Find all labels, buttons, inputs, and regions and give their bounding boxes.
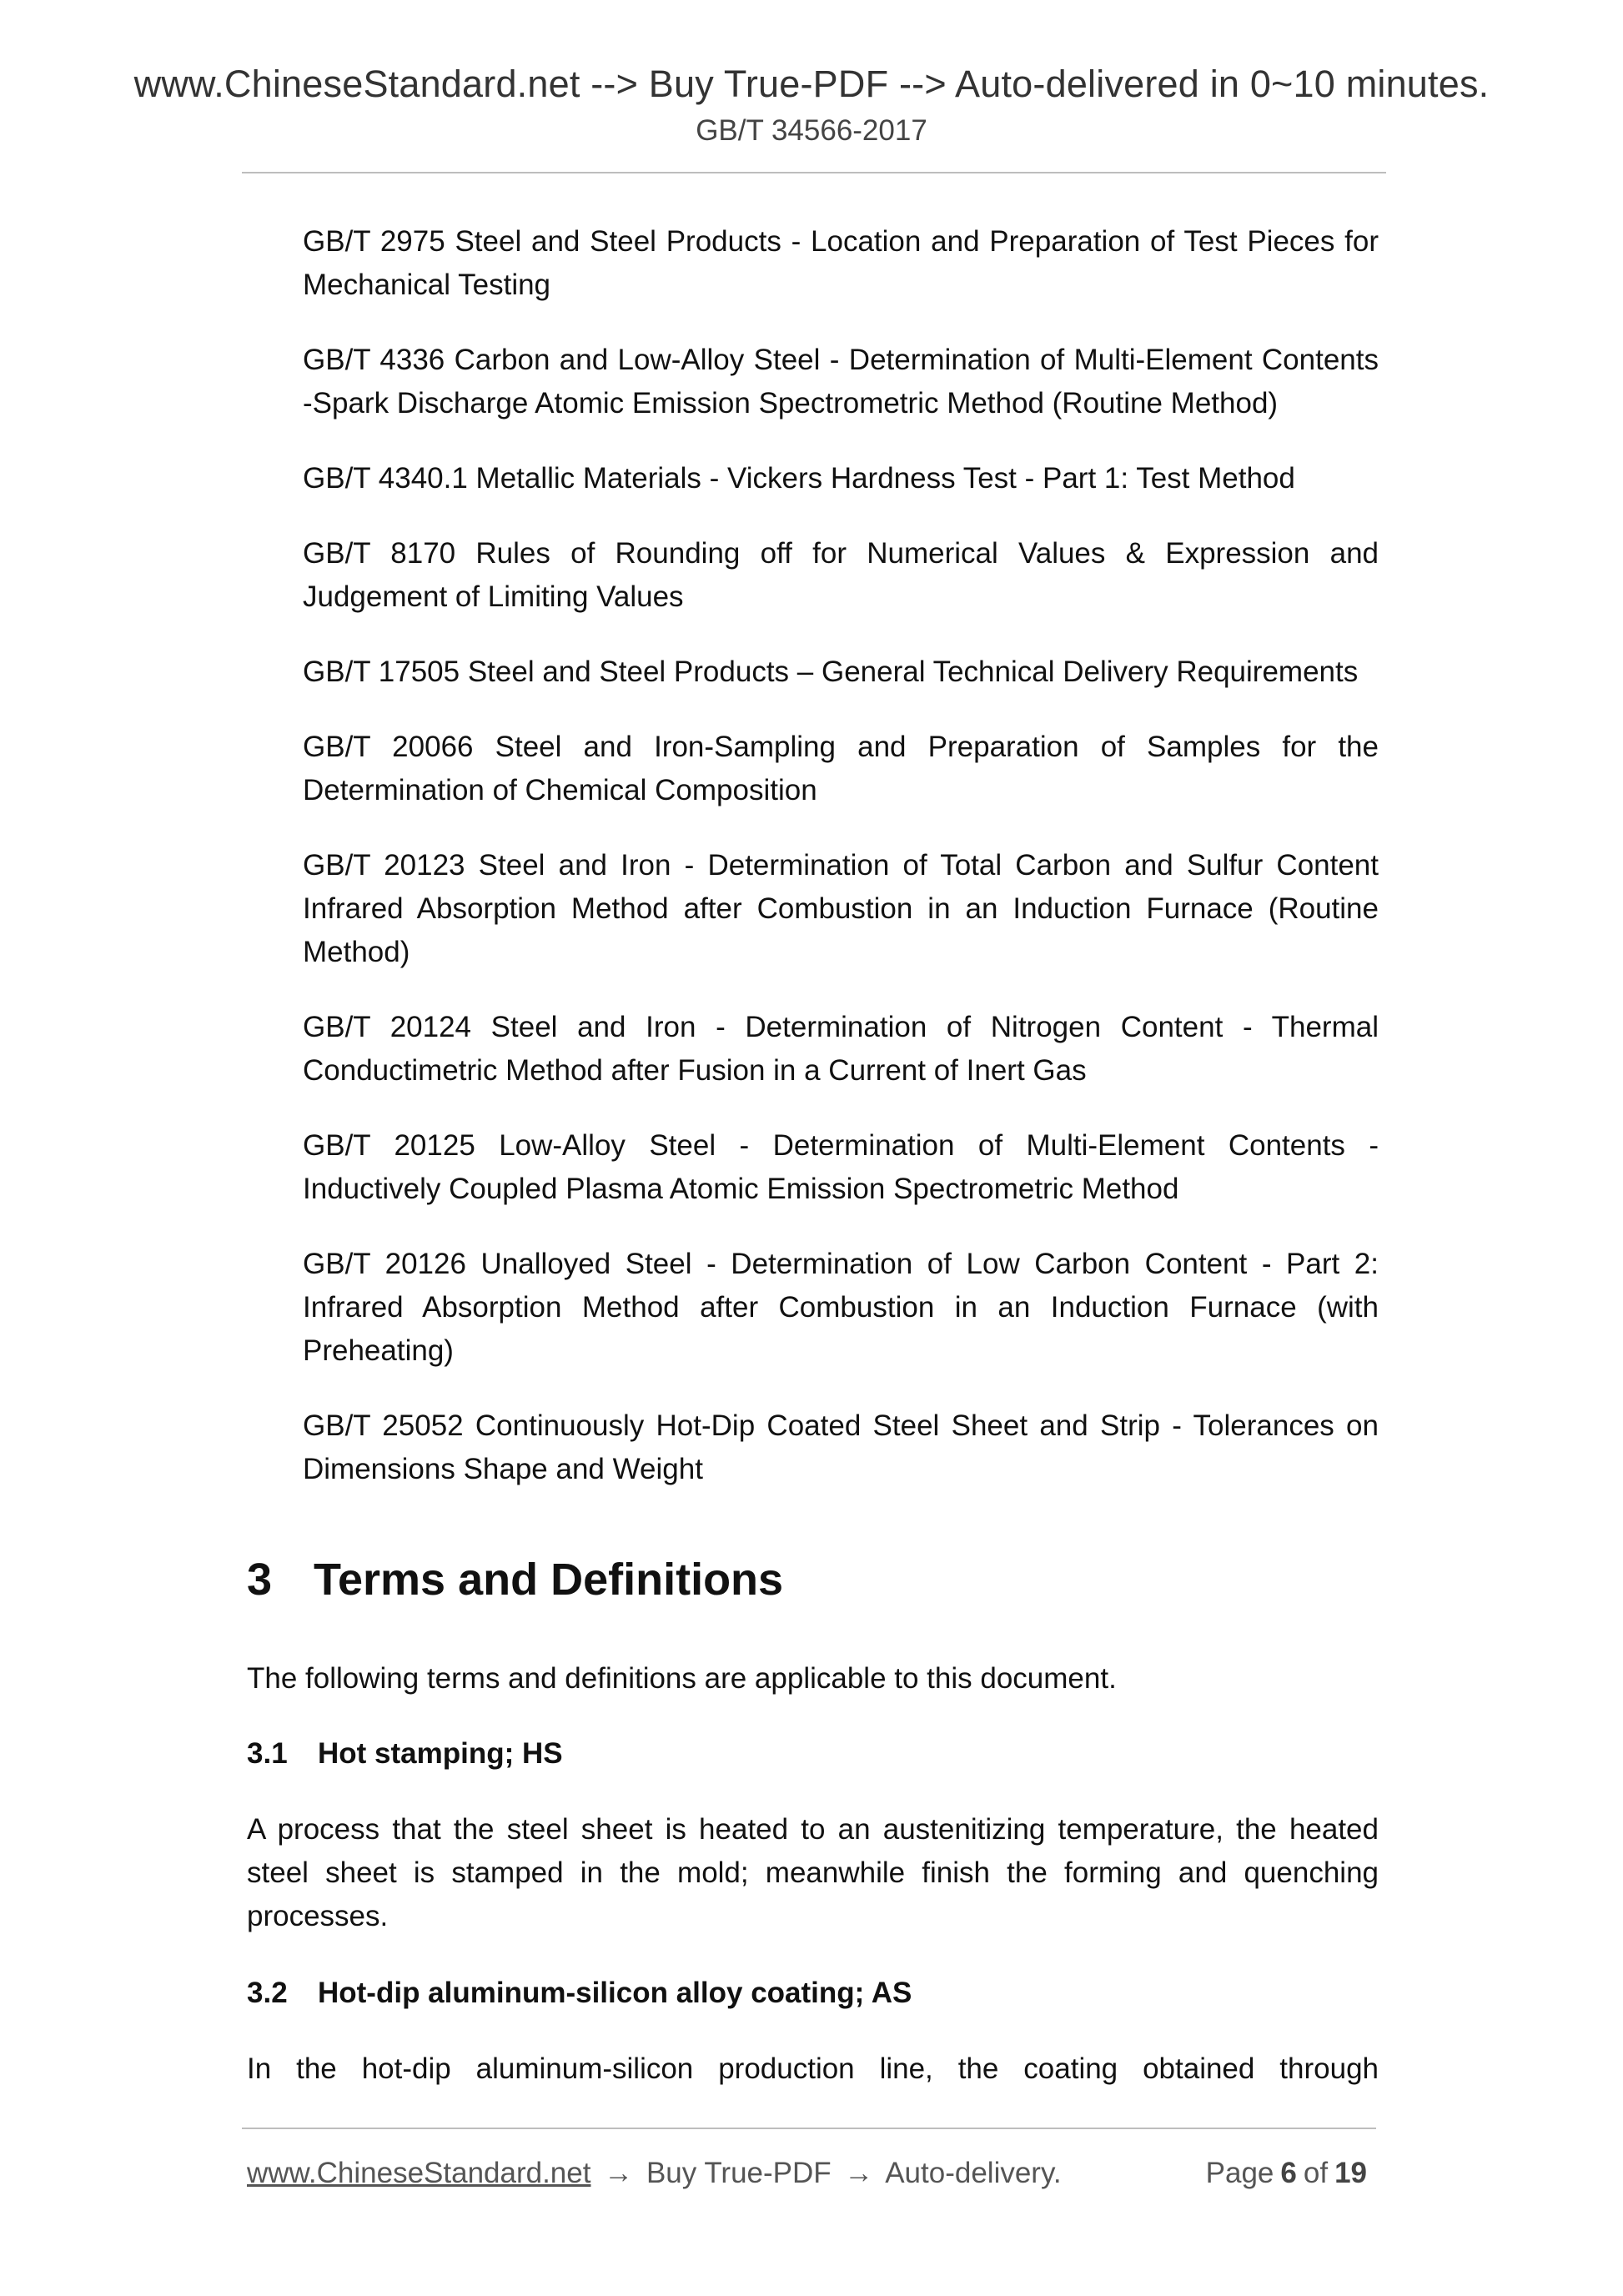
footer-promo [247, 2150, 1062, 2197]
website-link[interactable]: www.ChineseStandard.net [247, 2157, 591, 2189]
normative-references-list [303, 220, 1379, 1523]
buy-text: Buy True-PDF [646, 2157, 832, 2189]
section-number: 3 [247, 1555, 273, 1605]
reference-item: GB/T 8170 Rules of Rounding off for Numerical Values & Expression and Judgement of Limiting Values [303, 537, 1379, 613]
reference-item: GB/T 2975 Steel and Steel Products - Location and Preparation of Test Pieces for Mechanical Testing [303, 225, 1379, 301]
section-heading [247, 1553, 783, 1606]
reference-item: GB/T 20066 Steel and Iron-Sampling and Preparation of Samples for the Determination of Chemical Composition [303, 731, 1379, 806]
footer-divider [242, 2128, 1376, 2129]
section-title: Terms and Definitions [314, 1555, 784, 1605]
header-banner: www.ChineseStandard.net --> Buy True-PDF --> Auto-delivered in 0~10 minutes. [133, 63, 1490, 105]
page-number: 6 [1280, 2157, 1297, 2189]
page-label: Page [1205, 2157, 1274, 2189]
delivery-text: Auto-delivery. [885, 2157, 1062, 2189]
reference-item: GB/T 20124 Steel and Iron - Determination of Nitrogen Content - Thermal Conductimetric Method after Fusion in a Current of Inert Gas [303, 1011, 1379, 1087]
term-heading [247, 1732, 1379, 1776]
reference-item: GB/T 4340.1 Metallic Materials - Vickers Hardness Test - Part 1: Test Method [303, 462, 1295, 495]
total-pages: 19 [1334, 2157, 1367, 2189]
reference-item: GB/T 20126 Unalloyed Steel - Determination of Low Carbon Content - Part 2: Infrared Absorption Method after Combustion in an Induction Furnace (with Preheating) [303, 1248, 1379, 1367]
reference-item: GB/T 20123 Steel and Iron - Determination of Total Carbon and Sulfur Content Infrared Absorption Method after Combustion in an Induction Furnace (Routine Method) [303, 849, 1379, 968]
arrow-right-icon: → [844, 2157, 874, 2189]
reference-item: GB/T 25052 Continuously Hot-Dip Coated Steel Sheet and Strip - Tolerances on Dimensions Shape and Weight [303, 1409, 1379, 1485]
term-name: Hot-dip aluminum-silicon alloy coating; AS [318, 1977, 912, 2009]
reference-item: GB/T 4336 Carbon and Low-Alloy Steel - Determination of Multi-Element Contents -Spark Discharge Atomic Emission Spectrometric Method (Routine Method) [303, 344, 1379, 420]
arrow-right-icon: → [604, 2157, 634, 2189]
of-label: of [1303, 2157, 1329, 2189]
term-number: 3.1 [247, 1737, 288, 1770]
standard-id: GB/T 34566-2017 [696, 114, 927, 147]
term-definition: In the hot-dip aluminum-silicon production line, the coating obtained through [247, 2052, 1379, 2085]
page-footer [247, 2150, 1379, 2197]
reference-item: GB/T 20125 Low-Alloy Steel - Determination of Multi-Element Contents - Inductively Coupled Plasma Atomic Emission Spectrometric Method [303, 1129, 1379, 1205]
page-header [0, 62, 1623, 150]
header-divider [242, 172, 1386, 173]
term-definition: A process that the steel sheet is heated to an austenitizing temperature, the heated steel sheet is stamped in the mold; meanwhile finish the forming and quenching processes. [247, 1813, 1379, 1932]
term-heading [247, 1972, 1379, 2015]
reference-item: GB/T 17505 Steel and Steel Products – General Technical Delivery Requirements [303, 656, 1359, 688]
term-number: 3.2 [247, 1977, 288, 2009]
term-name: Hot stamping; HS [318, 1737, 563, 1770]
section-intro: The following terms and definitions are applicable to this document. [247, 1662, 1117, 1695]
page-indicator [1206, 2150, 1374, 2197]
